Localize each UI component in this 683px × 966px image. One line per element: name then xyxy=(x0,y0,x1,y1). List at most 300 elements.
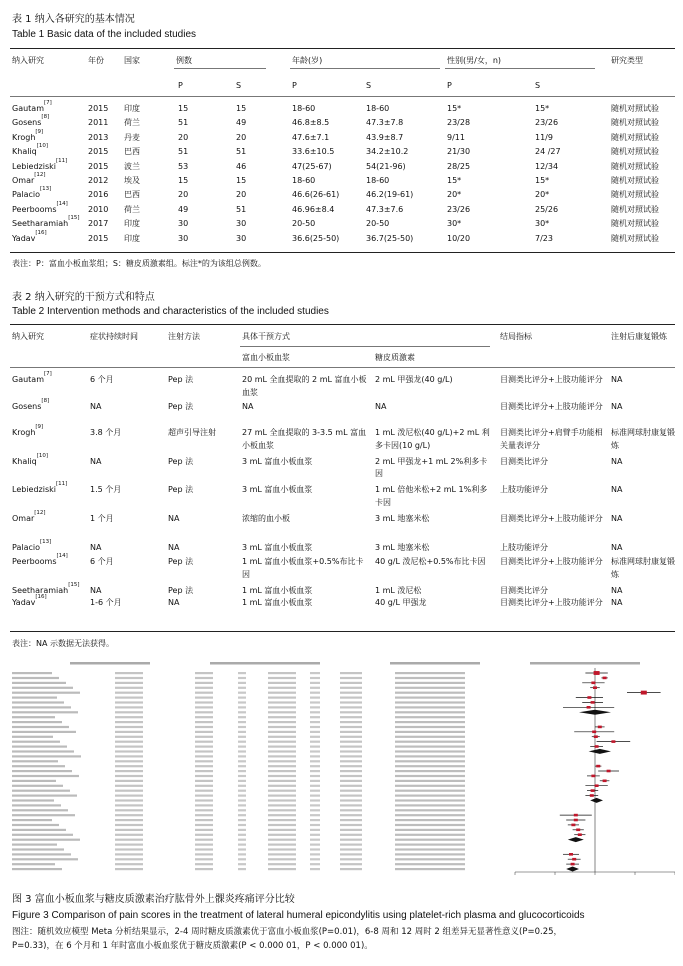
table1-row xyxy=(0,215,683,231)
t2-cell-rehab: NA xyxy=(611,542,623,552)
t2-cell-dur: 1 个月 xyxy=(90,514,114,523)
t1-h-sex-s: S xyxy=(535,81,541,90)
t2-cell-gc: 1 mL 倍他米松+2 mL 1%利多卡因 xyxy=(375,485,488,507)
t1-cell-cp: 30 xyxy=(178,219,189,229)
fp-text-block xyxy=(310,809,320,811)
t1-cell-sp: 21/30 xyxy=(447,147,471,157)
fp-text-block xyxy=(115,736,143,738)
fp-text-block xyxy=(340,677,362,679)
t2-h-study: 纳入研究 xyxy=(12,332,44,341)
t1-cell-type: 随机对照试验 xyxy=(611,104,659,113)
fp-text-block xyxy=(268,672,296,674)
t1-study-ref: [7] xyxy=(44,100,52,106)
t2-study-ref: [9] xyxy=(35,424,44,431)
t1-cell-cs: 51 xyxy=(236,204,247,214)
fp-text-block xyxy=(12,814,75,816)
t1-cell-sp: 9/11 xyxy=(447,132,465,142)
t2-cell-gc: NA xyxy=(375,401,387,411)
fp-text-block xyxy=(195,677,213,679)
fp-text-block xyxy=(268,746,296,748)
fp-text-block xyxy=(12,844,57,846)
fp-text-block xyxy=(340,741,362,743)
fp-text-block xyxy=(340,726,362,728)
t1-cell-year: 2017 xyxy=(88,219,109,229)
fp-text-block xyxy=(268,804,296,806)
fp-header-block xyxy=(210,662,320,665)
fp-text-block xyxy=(310,706,320,708)
figure3-caption-en: Figure 3 Comparison of pain scores in the treatment of lateral humeral epicondylitis using platelet-rich plasma and glucocorticoids xyxy=(12,910,585,921)
t1-study-name-text: Omar xyxy=(12,176,35,185)
t1-cell-cs: 15 xyxy=(236,176,247,185)
fp-study-marker xyxy=(591,775,595,778)
fp-text-block xyxy=(340,765,362,767)
t1-cell-ap: 18-60 xyxy=(292,104,316,113)
fp-text-block xyxy=(195,775,213,777)
fp-study-marker xyxy=(594,671,600,675)
fp-text-block xyxy=(395,687,465,689)
fp-text-block xyxy=(115,726,143,728)
t2-study-name-text: Palacio xyxy=(12,542,41,552)
fp-text-block xyxy=(115,863,143,865)
fp-text-block xyxy=(340,780,362,782)
fp-text-block xyxy=(340,814,362,816)
fp-study-marker xyxy=(569,853,573,856)
fp-text-block xyxy=(340,824,362,826)
t2-cell-gc: 40 g/L 甲强龙 xyxy=(375,598,427,608)
fp-text-block xyxy=(238,716,246,718)
fp-text-block xyxy=(395,829,465,831)
fp-text-block xyxy=(12,868,62,870)
fp-text-block xyxy=(115,844,143,846)
fp-text-block xyxy=(195,868,213,870)
fp-text-block xyxy=(12,741,60,743)
fp-text-block xyxy=(310,760,320,762)
fp-study-marker xyxy=(595,784,599,787)
t2-cell-dur: 1.5 个月 xyxy=(90,485,122,495)
fp-text-block xyxy=(395,706,465,708)
t2-cell-method: Pep 法 xyxy=(168,585,194,595)
t1-cell-country: 波兰 xyxy=(124,161,140,171)
t1-cell-ap: 47.6±7.1 xyxy=(292,132,330,142)
t1-cell-country: 丹麦 xyxy=(124,132,140,142)
fp-text-block xyxy=(238,750,246,752)
table1-row xyxy=(0,186,683,202)
t1-cell-cs: 51 xyxy=(236,147,247,157)
fp-text-block xyxy=(268,706,296,708)
fp-text-block xyxy=(12,799,54,801)
t2-cell-out: 目测类比评分 xyxy=(500,456,548,466)
t1-cell-country: 荷兰 xyxy=(124,204,140,214)
fp-text-block xyxy=(268,701,296,703)
t1-cell-type: 随机对照试验 xyxy=(611,176,659,185)
t2-cell-prp: 3 mL 富血小板血浆 xyxy=(242,485,313,495)
t2-study-name-text: Gosens xyxy=(12,401,42,411)
fp-text-block xyxy=(12,858,78,860)
figure3-note-line2: P=0.33)，在 6 个月和 1 年时富血小板血浆优于糖皮质激素(P < 0.000 01，P < 0.000 01)。 xyxy=(12,941,373,951)
fp-text-block xyxy=(115,824,143,826)
t2-cell-dur: 6 个月 xyxy=(90,375,114,384)
t2-study-name xyxy=(12,581,88,601)
t1-cell-sp: 30* xyxy=(447,219,462,229)
fp-text-block xyxy=(12,731,76,733)
t2-study-name xyxy=(12,452,88,469)
t2-cell-dur: 6 个月 xyxy=(90,557,114,567)
fp-study-marker xyxy=(572,858,576,861)
t2-cell-prp: 27 mL 全血提取的 3-3.5 mL 富血小板血浆 xyxy=(242,428,367,450)
t1-cell-sp: 28/25 xyxy=(447,161,471,171)
t1-cell-ss: 12/34 xyxy=(535,161,559,171)
fp-text-block xyxy=(195,697,213,699)
t1-h-cases-s: S xyxy=(236,81,242,90)
fp-text-block xyxy=(115,711,143,713)
t2-cell-rehab: NA xyxy=(611,401,623,411)
t1-h-age-rule xyxy=(290,68,440,69)
fp-text-block xyxy=(115,692,143,694)
fp-text-block xyxy=(310,780,320,782)
fp-text-block xyxy=(238,834,246,836)
fp-study-marker xyxy=(591,701,595,704)
fp-text-block xyxy=(310,848,320,850)
t2-cell-rehab: NA xyxy=(611,485,623,495)
t2-study-name xyxy=(12,397,88,414)
fp-text-block xyxy=(12,829,66,831)
t2-cell-dur: NA xyxy=(90,401,102,411)
fp-text-block xyxy=(395,780,465,782)
fp-text-block xyxy=(340,736,362,738)
t1-study-name xyxy=(12,172,46,187)
fp-text-block xyxy=(195,780,213,782)
t2-cell-gc: 3 mL 地塞米松 xyxy=(375,542,430,552)
fp-text-block xyxy=(310,829,320,831)
t1-h-sex-p: P xyxy=(447,81,452,90)
fp-text-block xyxy=(268,785,296,787)
fp-text-block xyxy=(395,853,465,855)
fp-text-block xyxy=(238,692,246,694)
t1-study-name-text: Khaliq xyxy=(12,147,37,157)
fp-text-block xyxy=(340,819,362,821)
fp-text-block xyxy=(340,795,362,797)
fp-text-block xyxy=(195,790,213,792)
fp-text-block xyxy=(395,824,465,826)
fp-text-block xyxy=(12,848,64,850)
fp-text-block xyxy=(115,858,143,860)
fp-study-marker xyxy=(576,829,580,832)
fp-text-block xyxy=(12,775,79,777)
fp-text-block xyxy=(195,701,213,703)
fp-pooled-diamond xyxy=(566,867,579,872)
fp-text-block xyxy=(195,858,213,860)
t1-cell-country: 荷兰 xyxy=(124,118,140,128)
fp-study-marker xyxy=(598,726,602,729)
fp-text-block xyxy=(340,701,362,703)
fp-text-block xyxy=(268,795,296,797)
t1-study-name-text: Palacio xyxy=(12,190,41,200)
fp-text-block xyxy=(268,711,296,713)
t2-cell-method: Pep 法 xyxy=(168,557,194,567)
t1-study-name xyxy=(12,114,50,129)
t1-study-name-text: Peerbooms xyxy=(12,204,57,214)
fp-study-marker xyxy=(596,765,600,768)
t2-cell-out: 目测类比评分+上肢功能评分 xyxy=(500,557,603,567)
fp-text-block xyxy=(310,736,320,738)
fp-text-block xyxy=(115,731,143,733)
t1-cell-ap: 46.8±8.5 xyxy=(292,118,330,128)
t1-h-sex: 性别(男/女，n) xyxy=(447,56,502,65)
fp-text-block xyxy=(238,736,246,738)
table1-row xyxy=(0,200,683,217)
fp-text-block xyxy=(310,858,320,860)
fp-text-block xyxy=(268,814,296,816)
t1-cell-sp: 15* xyxy=(447,176,462,185)
fp-text-block xyxy=(195,824,213,826)
fp-text-block xyxy=(238,819,246,821)
table1-note: 表注：P：富血小板血浆组；S：糖皮质激素组。标注*的为该组总例数。 xyxy=(12,259,266,268)
fp-text-block xyxy=(238,755,246,757)
fp-text-block xyxy=(12,780,56,782)
fp-text-block xyxy=(238,706,246,708)
t1-cell-country: 巴西 xyxy=(124,147,140,157)
t1-cell-cs: 30 xyxy=(236,219,247,229)
fp-text-block xyxy=(310,677,320,679)
t2-study-name xyxy=(12,424,88,440)
fp-text-block xyxy=(395,701,465,703)
fp-text-block xyxy=(310,804,320,806)
fp-text-block xyxy=(340,790,362,792)
t1-cell-sp: 20* xyxy=(447,190,462,200)
fp-text-block xyxy=(115,834,143,836)
fp-text-block xyxy=(310,682,320,684)
t2-study-name xyxy=(12,538,88,555)
t1-study-name xyxy=(12,215,80,230)
fp-text-block xyxy=(310,692,320,694)
t2-h-intervention: 具体干预方式 xyxy=(242,332,290,341)
fp-text-block xyxy=(12,687,73,689)
fp-text-block xyxy=(12,790,70,792)
t1-study-name-text: Lebiedziski xyxy=(12,161,56,171)
fp-text-block xyxy=(12,726,69,728)
fp-text-block xyxy=(195,706,213,708)
t2-cell-prp: 3 mL 富血小板血浆 xyxy=(242,456,313,466)
t1-cell-year: 2015 xyxy=(88,147,109,157)
t1-cell-as: 20-50 xyxy=(366,219,390,229)
t1-cell-cs: 30 xyxy=(236,233,247,243)
fp-text-block xyxy=(268,697,296,699)
fp-text-block xyxy=(340,697,362,699)
t2-cell-method: NA xyxy=(168,514,180,523)
fp-text-block xyxy=(12,672,52,674)
t2-study-ref: [13] xyxy=(40,538,52,545)
fp-text-block xyxy=(115,746,143,748)
t1-study-name xyxy=(12,200,68,216)
t1-study-name xyxy=(12,128,44,144)
fp-text-block xyxy=(238,687,246,689)
fp-text-block xyxy=(340,711,362,713)
t1-study-ref: [14] xyxy=(56,200,68,207)
fp-text-block xyxy=(238,731,246,733)
figure3-note-line1: 图注：随机效应模型 Meta 分析结果显示，2-4 周时糖皮质激素优于富血小板血浆(P=0.01)，6-8 周和 12 周时 2 组差异无显著性意义(P=0.25， xyxy=(12,927,563,937)
fp-text-block xyxy=(195,834,213,836)
fp-text-block xyxy=(268,809,296,811)
fp-text-block xyxy=(310,868,320,870)
fp-text-block xyxy=(310,814,320,816)
t1-study-name xyxy=(12,143,49,158)
fp-text-block xyxy=(12,785,63,787)
fp-text-block xyxy=(238,775,246,777)
t2-study-name-text: Seetharamiah xyxy=(12,585,69,595)
t1-study-ref: [11] xyxy=(55,157,68,164)
t2-cell-rehab: 标准网球肘康复锻炼 xyxy=(611,428,675,450)
fp-text-block xyxy=(268,765,296,767)
t1-cell-cp: 51 xyxy=(178,118,189,128)
fp-header-block xyxy=(70,662,150,665)
fp-text-block xyxy=(340,829,362,831)
table1-row xyxy=(0,128,683,145)
fp-text-block xyxy=(340,770,362,772)
fp-text-block xyxy=(268,726,296,728)
t2-study-name-text: Omar xyxy=(12,514,35,523)
t2-cell-prp: 1 mL 富血小板血浆 xyxy=(242,585,313,595)
fp-text-block xyxy=(12,834,73,836)
t2-study-name xyxy=(12,594,88,610)
fp-text-block xyxy=(12,853,71,855)
t2-cell-dur: 1-6 个月 xyxy=(90,598,122,608)
fp-text-block xyxy=(340,868,362,870)
fp-text-block xyxy=(395,741,465,743)
t2-h-prp: 富血小板血浆 xyxy=(242,353,290,362)
fp-text-block xyxy=(195,829,213,831)
fp-text-block xyxy=(115,814,143,816)
fp-text-block xyxy=(238,682,246,684)
fp-text-block xyxy=(340,672,362,674)
t1-cell-ss: 23/26 xyxy=(535,118,559,128)
fp-text-block xyxy=(238,814,246,816)
fp-study-marker xyxy=(595,745,599,748)
fp-text-block xyxy=(395,775,465,777)
fp-text-block xyxy=(115,701,143,703)
t2-study-name-text: Lebiedziski xyxy=(12,485,56,495)
t2-h-method: 注射方法 xyxy=(168,332,200,341)
fp-text-block xyxy=(115,848,143,850)
fp-text-block xyxy=(115,819,143,821)
fp-text-block xyxy=(395,858,465,860)
t1-h-sex-rule xyxy=(445,68,595,69)
fp-text-block xyxy=(195,716,213,718)
fp-text-block xyxy=(268,692,296,694)
fp-text-block xyxy=(115,868,143,870)
fp-text-block xyxy=(268,755,296,757)
fp-text-block xyxy=(195,731,213,733)
t1-h-age-s: S xyxy=(366,81,372,90)
fp-text-block xyxy=(395,809,465,811)
fp-text-block xyxy=(268,721,296,723)
fp-text-block xyxy=(115,790,143,792)
fp-text-block xyxy=(12,760,58,762)
fp-text-block xyxy=(115,750,143,752)
t2-study-name xyxy=(12,481,88,497)
fp-text-block xyxy=(115,799,143,801)
fp-text-block xyxy=(268,731,296,733)
fp-text-block xyxy=(195,726,213,728)
t2-cell-rehab: NA xyxy=(611,598,623,608)
t1-cell-sp: 15* xyxy=(447,104,462,113)
fp-text-block xyxy=(238,677,246,679)
fp-text-block xyxy=(238,726,246,728)
fp-text-block xyxy=(395,785,465,787)
fp-text-block xyxy=(340,853,362,855)
t1-h-cases-rule xyxy=(174,68,266,69)
t2-cell-method: Pep 法 xyxy=(168,401,194,411)
fp-text-block xyxy=(268,682,296,684)
fp-text-block xyxy=(195,853,213,855)
t2-cell-prp: 20 mL 全血提取的 2 mL 富血小板血浆 xyxy=(242,375,367,397)
table1-row xyxy=(0,229,683,246)
t2-cell-dur: NA xyxy=(90,585,102,595)
table2-note: 表注：NA 示数据无法获得。 xyxy=(12,639,114,648)
fp-text-block xyxy=(268,819,296,821)
fp-text-block xyxy=(268,790,296,792)
t1-cell-cp: 30 xyxy=(178,233,189,243)
fp-text-block xyxy=(195,721,213,723)
t2-study-name-text: Yadav xyxy=(12,598,36,608)
t2-cell-rehab: NA xyxy=(611,585,623,595)
fp-text-block xyxy=(310,853,320,855)
fp-text-block xyxy=(238,853,246,855)
fp-text-block xyxy=(310,790,320,792)
t2-cell-rehab: NA xyxy=(611,375,623,384)
t2-cell-prp: 3 mL 富血小板血浆 xyxy=(242,542,313,552)
fp-study-marker xyxy=(603,780,607,783)
t1-cell-cs: 20 xyxy=(236,132,247,142)
t1-cell-year: 2011 xyxy=(88,118,109,128)
table1-row xyxy=(0,157,683,174)
fp-text-block xyxy=(310,834,320,836)
table1-row xyxy=(0,143,683,159)
table1-top-rule xyxy=(10,48,675,49)
t2-cell-gc: 2 mL 甲强龙(40 g/L) xyxy=(375,375,453,384)
t1-cell-cs: 46 xyxy=(236,161,247,171)
t1-h-type: 研究类型 xyxy=(611,56,643,65)
fp-text-block xyxy=(195,755,213,757)
fp-text-block xyxy=(395,755,465,757)
t1-study-name xyxy=(12,229,47,245)
t2-study-name-text: Gautam xyxy=(12,375,45,384)
t1-cell-cp: 15 xyxy=(178,104,189,113)
t2-cell-out: 目测类比评分+上肢功能评分 xyxy=(500,401,603,411)
t1-cell-sp: 10/20 xyxy=(447,233,471,243)
fp-text-block xyxy=(395,746,465,748)
t2-cell-out: 上肢功能评分 xyxy=(500,542,548,552)
fp-text-block xyxy=(395,795,465,797)
fp-text-block xyxy=(195,809,213,811)
t1-study-ref: [13] xyxy=(40,186,52,193)
fp-text-block xyxy=(115,687,143,689)
fp-text-block xyxy=(195,839,213,841)
fp-text-block xyxy=(115,780,143,782)
t1-cell-type: 随机对照试验 xyxy=(611,147,659,157)
fp-text-block xyxy=(195,672,213,674)
forest-plot-svg xyxy=(10,660,675,880)
t1-cell-country: 巴西 xyxy=(124,190,140,200)
t2-cell-method: Pep 法 xyxy=(168,485,194,495)
fp-text-block xyxy=(238,868,246,870)
t1-cell-type: 随机对照试验 xyxy=(611,161,659,171)
t2-study-ref: [15] xyxy=(68,581,80,588)
fp-text-block xyxy=(238,844,246,846)
fp-text-block xyxy=(268,770,296,772)
fp-text-block xyxy=(268,839,296,841)
t2-h-rehab: 注射后康复锻炼 xyxy=(611,332,667,341)
t1-h-study: 纳入研究 xyxy=(12,56,44,65)
